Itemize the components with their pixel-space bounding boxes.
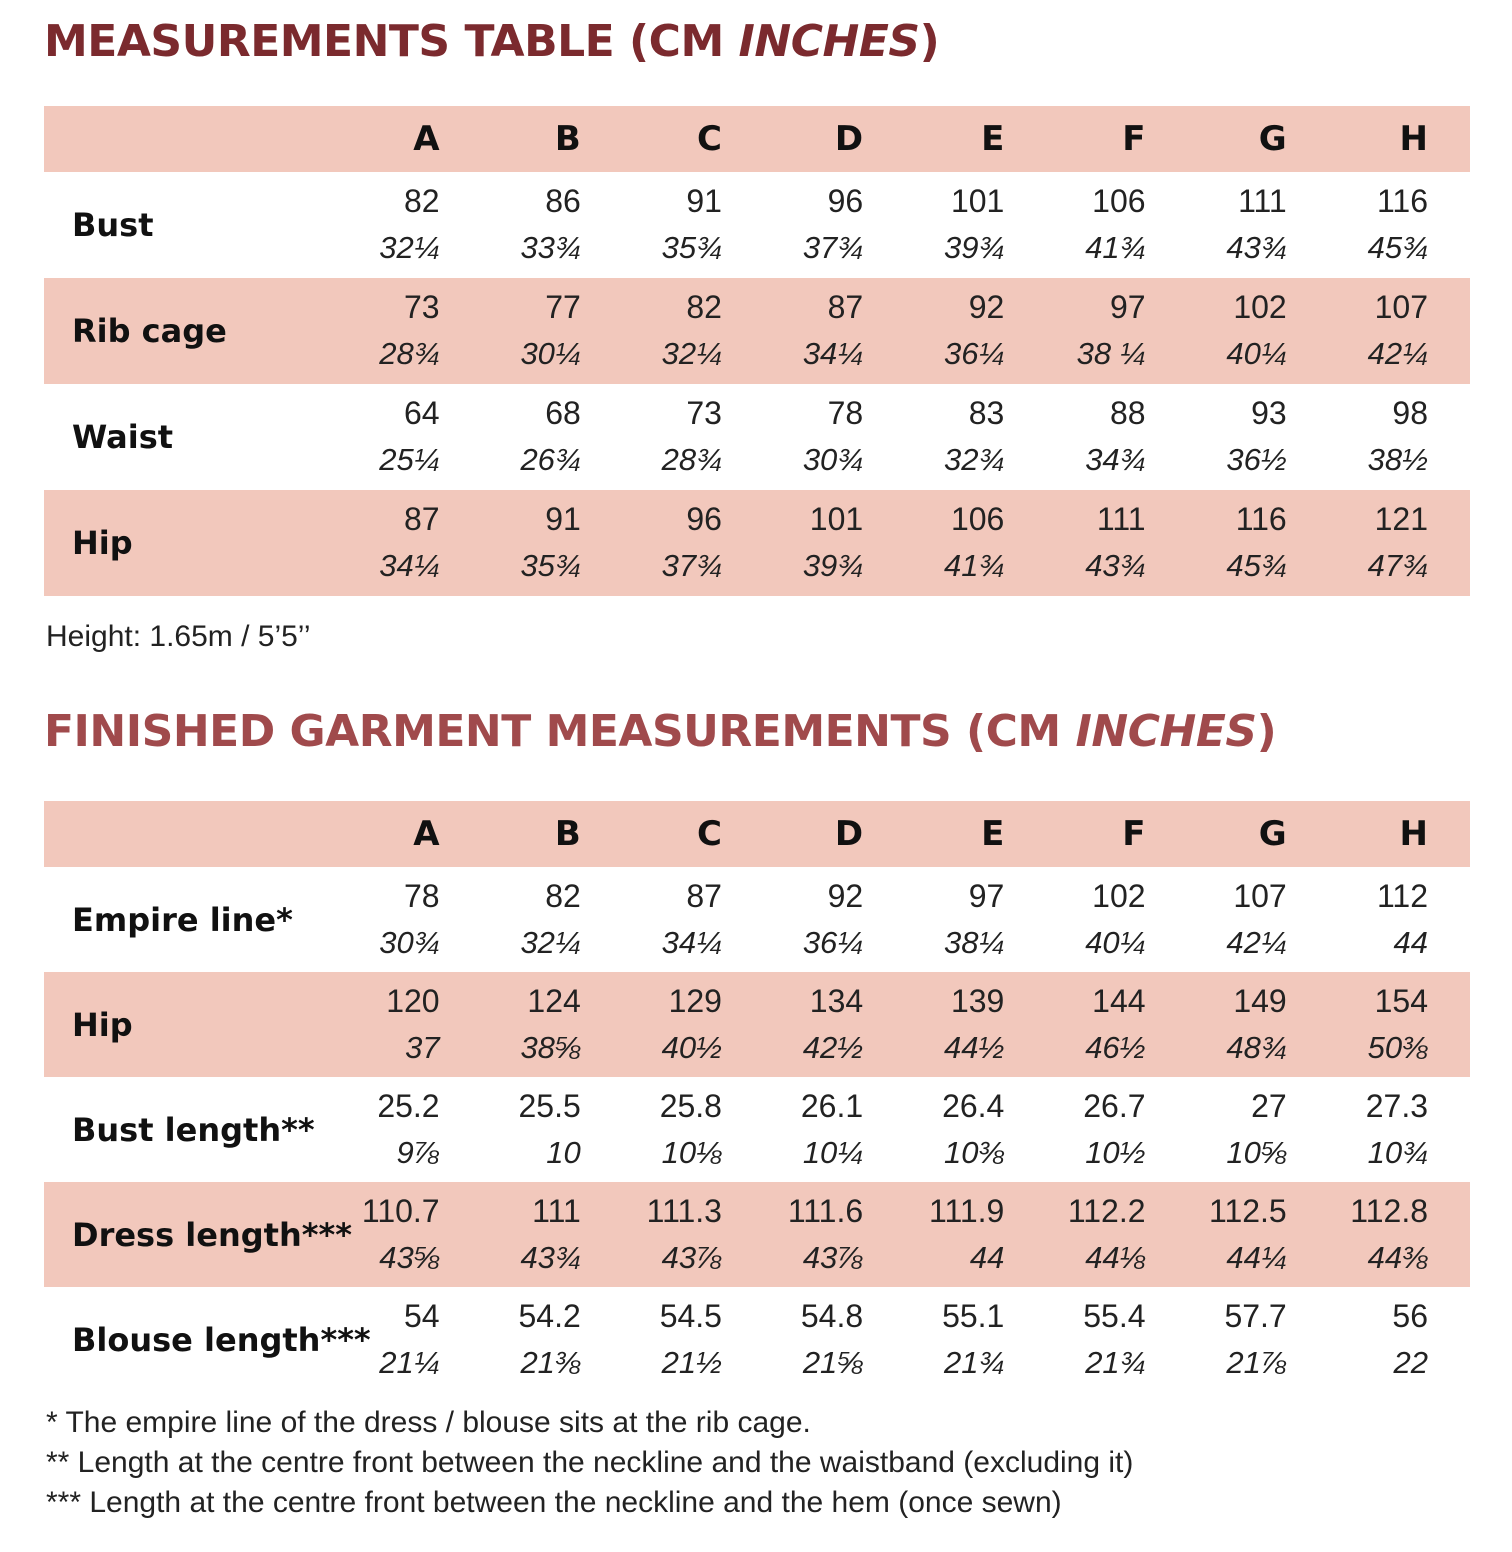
cm-value: 82 [686,289,722,325]
inch-value: 43¾ [1085,548,1146,583]
measurement-cell [482,1182,623,1287]
measurement-cell [1329,867,1470,972]
inch-value: 45¾ [1367,230,1428,265]
cm-value: 93 [1251,395,1287,431]
cm-value: 106 [950,501,1005,537]
measurement-cell [1188,384,1329,490]
row-label: Empire line* [72,900,293,939]
measurement-cell [764,490,905,596]
cm-value: 91 [545,501,581,537]
measurement-cell [1046,972,1187,1077]
cm-value: 68 [545,395,581,431]
cm-value: 107 [1374,289,1428,325]
cm-value: 101 [950,183,1005,219]
cm-value: 154 [1374,982,1428,1019]
inch-value: 21½ [661,1344,722,1380]
measurement-cell [1046,384,1187,490]
inch-value: 35¾ [661,230,722,265]
row-label: Hip [72,1005,133,1044]
inch-value: 38⅝ [520,1029,581,1065]
table-row [44,172,1470,278]
measurement-cell [1329,972,1470,1077]
measurement-cell [1329,1287,1470,1392]
inch-value: 10⅜ [944,1134,1005,1170]
inch-value: 43⅞ [661,1239,722,1275]
cm-value: 78 [827,395,864,431]
inch-value: 37¾ [661,548,722,583]
measurement-cell [1046,1287,1187,1392]
cm-value: 111 [532,1192,581,1229]
measurement-cell [1188,278,1329,384]
cm-value: 98 [1392,395,1428,431]
size-header-b: B [554,814,581,854]
cm-value: 27 [1251,1087,1287,1124]
cm-value: 55.1 [942,1297,1005,1334]
footnote-empire-line: * The empire line of the dress / blouse sits at the rib cage. [46,1406,811,1439]
inch-value: 21⅜ [520,1344,581,1380]
row-label: Hip [72,524,133,562]
measurement-cell [905,490,1046,596]
cm-value: 64 [404,395,440,431]
row-label: Dress length*** [72,1215,352,1254]
size-header-h: H [1399,119,1428,159]
cm-value: 82 [545,877,581,914]
measurement-cell [340,490,481,596]
table-row [44,867,1470,972]
inch-value: 34¾ [1085,442,1146,477]
measurement-cell [905,1077,1046,1182]
measurement-cell [340,1182,481,1287]
measurement-cell [905,278,1046,384]
measurement-cell [764,1287,905,1392]
cm-value: 120 [386,982,440,1019]
measurements-table-title: MEASUREMENTS TABLE (CM INCHES) [44,16,940,67]
measurement-cell [482,490,623,596]
cm-value: 97 [968,877,1005,914]
measurement-cell [764,1182,905,1287]
inch-value: 38¼ [944,924,1005,960]
cm-value: 57.7 [1224,1297,1287,1334]
inch-value: 37¾ [802,230,864,265]
cm-value: 116 [1376,183,1428,219]
measurement-cell [482,384,623,490]
inch-value: 32¼ [661,336,722,371]
inch-value: 39¾ [802,548,864,583]
inch-value: 40½ [661,1029,722,1065]
cm-value: 77 [545,289,581,325]
cm-value: 26.1 [800,1087,864,1124]
size-header-d: D [834,119,864,159]
inch-value: 10¼ [802,1134,864,1170]
measurement-cell [340,172,481,278]
measurement-cell [905,1182,1046,1287]
table-row [44,384,1470,490]
inch-value: 22 [1393,1344,1428,1380]
cm-value: 112.8 [1350,1192,1428,1229]
cm-value: 129 [668,982,722,1019]
size-header-f: F [1122,814,1146,854]
cm-value: 26.4 [942,1087,1005,1124]
inch-value: 46½ [1085,1029,1146,1065]
cm-value: 87 [686,877,722,914]
measurement-cell [623,278,764,384]
cm-value: 111.6 [787,1192,864,1229]
inch-value: 10¾ [1367,1134,1428,1170]
cm-value: 139 [950,982,1005,1019]
measurement-cell [1329,1077,1470,1182]
cm-value: 97 [1109,289,1146,325]
measurement-cell [623,1182,764,1287]
cm-value: 134 [809,982,864,1019]
finished-garment-title: FINISHED GARMENT MEASUREMENTS (CM INCHES) [44,706,1277,757]
cm-value: 92 [827,877,864,914]
table-row [44,1287,1470,1392]
cm-value: 25.2 [377,1087,440,1124]
cm-value: 121 [1374,501,1428,537]
cm-value: 110.7 [361,1192,440,1229]
measurement-cell [482,172,623,278]
measurement-cell [764,384,905,490]
measurement-cell [1188,1077,1329,1182]
cm-value: 56 [1392,1297,1428,1334]
table-row [44,1182,1470,1287]
cm-value: 73 [404,289,440,325]
inch-value: 9⅞ [396,1134,440,1170]
cm-value: 144 [1092,982,1146,1019]
cm-value: 106 [1092,183,1146,219]
measurement-cell [482,1287,623,1392]
cm-value: 149 [1233,982,1287,1019]
inch-value: 30¼ [520,336,581,371]
measurement-cell [1046,1077,1187,1182]
size-header-b: B [554,119,581,159]
inch-value: 43⅞ [802,1239,864,1275]
cm-value: 78 [404,877,440,914]
cm-value: 54.8 [800,1297,864,1334]
row-label: Bust length** [72,1110,315,1149]
cm-value: 107 [1233,877,1287,914]
measurement-cell [1188,867,1329,972]
inch-value: 32¼ [520,924,581,960]
row-label: Blouse length*** [72,1320,371,1359]
size-header-c: C [697,814,722,854]
inch-value: 21⅝ [802,1344,864,1380]
inch-value: 34¼ [661,924,722,960]
inch-value: 25¼ [379,442,440,477]
inch-value: 42¼ [1226,924,1287,960]
cm-value: 54.5 [659,1297,722,1334]
measurement-cell [764,1077,905,1182]
measurement-cell [340,867,481,972]
measurement-cell [1046,867,1187,972]
inch-value: 34¼ [379,548,440,583]
cm-value: 25.5 [518,1087,581,1124]
inch-value: 38½ [1367,442,1428,477]
cm-value: 124 [527,982,581,1019]
measurement-cell [1329,384,1470,490]
measurement-cell [623,867,764,972]
size-header-e: E [981,119,1005,159]
measurement-cell [764,867,905,972]
inch-value: 21¼ [379,1344,440,1380]
size-header-a: A [413,814,440,854]
measurement-cell [1188,1287,1329,1392]
measurement-cell [1046,1182,1187,1287]
inch-value: 40¼ [1226,336,1287,371]
cm-value: 96 [827,183,864,219]
measurement-cell [905,384,1046,490]
inch-value: 44 [969,1239,1005,1275]
size-header-a: A [413,119,440,159]
inch-value: 34¼ [802,336,864,371]
measurement-cell [623,972,764,1077]
inch-value: 43¾ [520,1239,581,1275]
inch-value: 44⅜ [1367,1239,1428,1275]
inch-value: 38 ¼ [1076,336,1146,371]
inch-value: 26¾ [520,442,581,477]
size-header-d: D [834,814,864,854]
cm-value: 25.8 [659,1087,722,1124]
cm-value: 55.4 [1083,1297,1146,1334]
measurement-cell [764,278,905,384]
table-row [44,278,1470,384]
measurement-cell [1188,490,1329,596]
cm-value: 96 [686,501,722,537]
measurement-cell [623,172,764,278]
cm-value: 111.3 [646,1192,722,1229]
measurement-cell [1046,172,1187,278]
inch-value: 28¾ [661,442,722,477]
inch-value: 33¾ [520,230,581,265]
table-row [44,490,1470,596]
cm-value: 102 [1233,289,1287,325]
measurement-cell [623,1287,764,1392]
inch-value: 36½ [1226,442,1287,477]
inch-value: 41¾ [944,548,1005,583]
cm-value: 91 [686,183,722,219]
cm-value: 27.3 [1365,1087,1428,1124]
measurement-cell [340,384,481,490]
inch-value: 47¾ [1367,548,1428,583]
inch-value: 44⅛ [1085,1239,1146,1275]
cm-value: 73 [686,395,722,431]
inch-value: 35¾ [520,548,581,583]
inch-value: 10 [546,1134,581,1170]
measurement-cell [482,972,623,1077]
inch-value: 44½ [944,1029,1005,1065]
measurement-cell [764,172,905,278]
cm-value: 111.9 [929,1192,1005,1229]
inch-value: 40¼ [1085,924,1146,960]
inch-value: 32¾ [944,442,1005,477]
cm-value: 111 [1238,183,1287,219]
measurement-cell [1329,490,1470,596]
cm-value: 102 [1092,877,1146,914]
cm-value: 116 [1235,501,1287,537]
inch-value: 48¾ [1226,1029,1287,1065]
inch-value: 39¾ [944,230,1005,265]
inch-value: 36¼ [944,336,1005,371]
inch-value: 42¼ [1367,336,1428,371]
measurement-cell [905,972,1046,1077]
inch-value: 43⅝ [379,1239,440,1275]
size-header-h: H [1399,814,1428,854]
measurement-cell [340,1077,481,1182]
inch-value: 50⅜ [1367,1029,1428,1065]
size-header-e: E [981,814,1005,854]
size-header-g: G [1258,814,1287,854]
inch-value: 44¼ [1226,1239,1287,1275]
row-label: Bust [72,206,154,244]
row-label: Rib cage [72,312,227,350]
inch-value: 21¾ [1085,1344,1146,1380]
cm-value: 87 [827,289,864,325]
inch-value: 37 [405,1029,440,1065]
measurement-cell [1329,172,1470,278]
inch-value: 10⅝ [1226,1134,1287,1170]
inch-value: 28¾ [379,336,440,371]
cm-value: 86 [545,183,581,219]
finished-garment-table [44,801,1470,1392]
measurement-cell [482,1077,623,1182]
inch-value: 43¾ [1226,230,1287,265]
inch-value: 44 [1393,924,1428,960]
cm-value: 54 [404,1297,440,1334]
cm-value: 112.5 [1209,1192,1287,1229]
measurement-cell [905,867,1046,972]
measurement-cell [1188,972,1329,1077]
inch-value: 10⅛ [661,1134,722,1170]
inch-value: 21¾ [944,1344,1005,1380]
row-label: Waist [72,418,174,456]
cm-value: 92 [968,289,1005,325]
measurement-cell [1046,278,1187,384]
inch-value: 32¼ [379,230,440,265]
measurement-cell [340,278,481,384]
measurement-cell [1046,490,1187,596]
measurement-cell [623,1077,764,1182]
measurement-cell [1329,1182,1470,1287]
footnote-bust-length: ** Length at the centre front between the neckline and the waistband (excluding it) [46,1446,1134,1479]
measurement-cell [1188,172,1329,278]
size-header-g: G [1258,119,1287,159]
measurement-cell [905,172,1046,278]
cm-value: 83 [968,395,1005,431]
cm-value: 112.2 [1067,1192,1146,1229]
measurement-cell [1329,278,1470,384]
measurement-cell [1188,1182,1329,1287]
size-header-row [44,106,1470,172]
inch-value: 45¾ [1226,548,1287,583]
measurement-cell [482,278,623,384]
inch-value: 41¾ [1085,230,1146,265]
cm-value: 87 [404,501,440,537]
height-note: Height: 1.65m / 5’5’’ [46,620,311,653]
table-row [44,972,1470,1077]
body-measurements-table [44,106,1470,596]
measurement-cell [764,972,905,1077]
measurement-cell [905,1287,1046,1392]
inch-value: 21⅞ [1226,1344,1287,1380]
cm-value: 54.2 [518,1297,581,1334]
cm-value: 26.7 [1083,1087,1146,1124]
inch-value: 36¼ [802,924,864,960]
cm-value: 82 [404,183,440,219]
measurement-cell [623,384,764,490]
inch-value: 10½ [1085,1134,1146,1170]
measurement-cell [623,490,764,596]
table-row [44,1077,1470,1182]
footnote-length: *** Length at the centre front between the neckline and the hem (once sewn) [46,1486,1062,1519]
inch-value: 30¾ [802,442,864,477]
cm-value: 101 [809,501,864,537]
inch-value: 42½ [802,1029,864,1065]
size-header-c: C [697,119,722,159]
inch-value: 30¾ [379,924,440,960]
measurement-cell [340,972,481,1077]
cm-value: 112 [1376,877,1428,914]
cm-value: 111 [1096,501,1146,537]
size-header-row [44,801,1470,867]
size-header-f: F [1122,119,1146,159]
measurement-cell [482,867,623,972]
cm-value: 88 [1109,395,1146,431]
